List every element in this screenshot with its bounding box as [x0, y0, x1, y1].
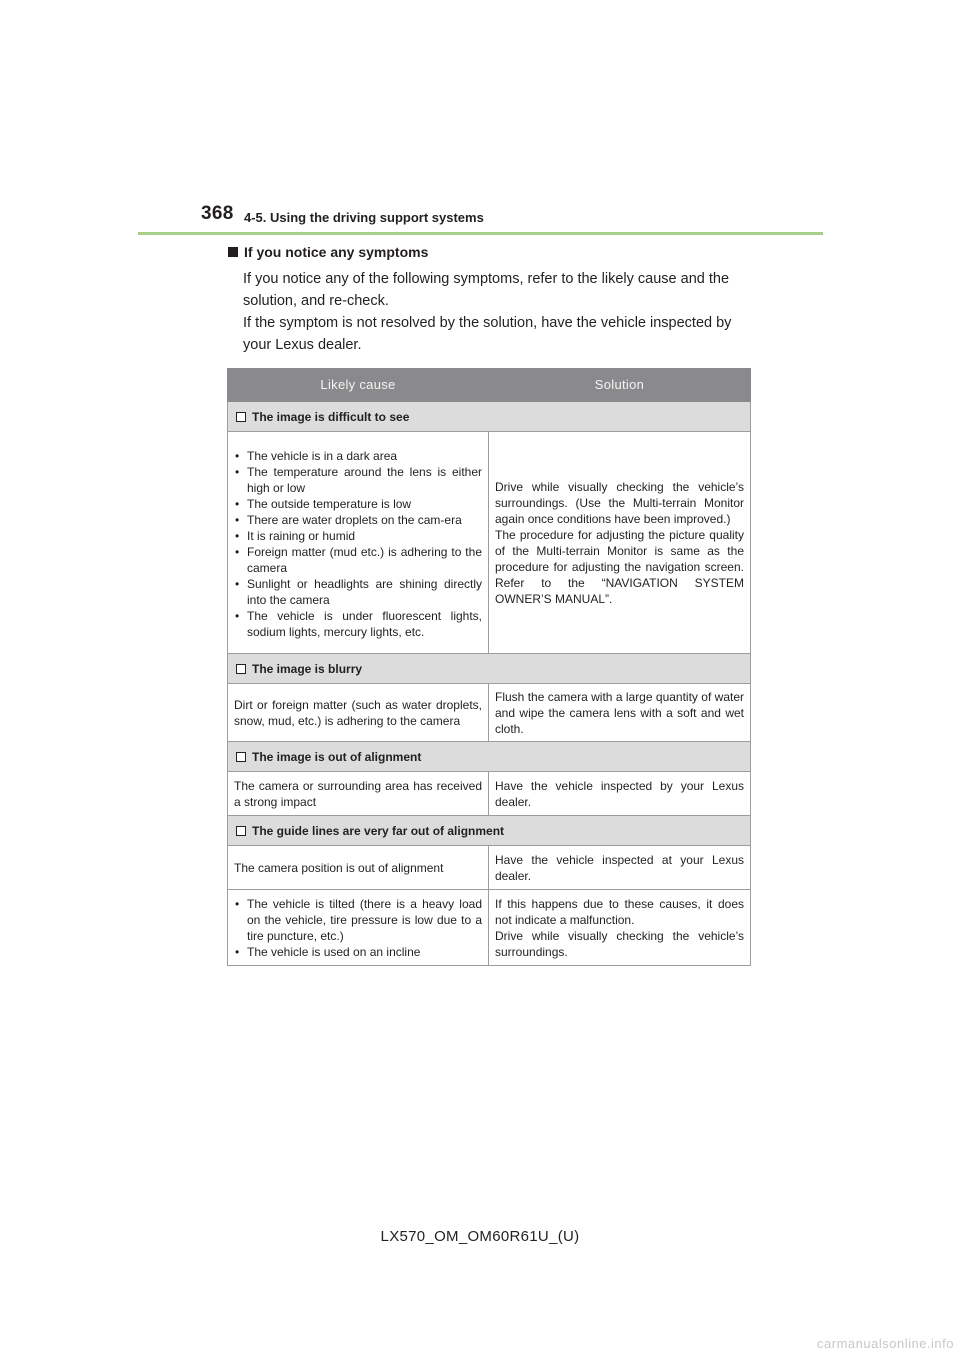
cause-item: • The outside temperature is low	[234, 496, 482, 512]
cause-item: • The vehicle is tilted (there is a heavy load on the vehicle, tire pressure is low due to a tire puncture, etc.)	[234, 896, 482, 944]
solution-line: If this happens due to these causes, it does not indicate a malfunction.	[495, 897, 744, 927]
solution-cell	[489, 432, 751, 654]
table-row	[228, 432, 751, 654]
symptoms-table	[227, 368, 751, 966]
cause-list	[234, 448, 482, 640]
cause-cell	[228, 890, 489, 966]
intro-paragraph: If the symptom is not resolved by the solution, have the vehicle inspected by your Lexus dealer.	[243, 315, 732, 353]
cause-item: • It is raining or humid	[234, 528, 482, 544]
cause-cell: Dirt or foreign matter (such as water droplets, snow, mud, etc.) is adhering to the camera	[228, 684, 489, 742]
category-cell	[228, 654, 751, 684]
intro-paragraph: If you notice any of the following symptoms, refer to the likely cause and the solution, and re-check.	[243, 271, 730, 309]
cause-item: • The temperature around the lens is either high or low	[234, 464, 482, 496]
table-row	[228, 684, 751, 742]
solution-line: Drive while visually checking the vehicle’s surroundings.	[495, 929, 744, 959]
solution-line: The procedure for adjusting the picture quality of the Multi-terrain Monitor is same as the procedure for adjusting the navigation screen. Refer to the “NAVIGATION SYSTEM OWNER’S MANUAL”.	[495, 528, 744, 606]
subheading-text: If you notice any symptoms	[244, 244, 429, 260]
table-row	[228, 846, 751, 890]
page-number: 368	[201, 203, 234, 224]
category-cell	[228, 402, 751, 432]
cause-cell	[228, 432, 489, 654]
category-row	[228, 654, 751, 684]
category-title: The image is out of alignment	[252, 750, 422, 764]
section-title: 4-5. Using the driving support systems	[244, 210, 484, 225]
cause-item: • There are water droplets on the cam-era	[234, 512, 482, 528]
column-header-solution: Solution	[489, 369, 751, 402]
category-cell	[228, 742, 751, 772]
checkbox-icon	[236, 412, 246, 422]
solution-cell: Have the vehicle inspected at your Lexus dealer.	[489, 846, 751, 890]
square-bullet-icon	[228, 247, 238, 257]
cause-cell: The camera position is out of alignment	[228, 846, 489, 890]
cause-list	[234, 896, 482, 960]
checkbox-icon	[236, 752, 246, 762]
solution-cell: Have the vehicle inspected by your Lexus dealer.	[489, 772, 751, 816]
solution-cell: Flush the camera with a large quantity of water and wipe the camera lens with a soft and wet cloth.	[489, 684, 751, 742]
cause-item: • Foreign matter (mud etc.) is adhering to the camera	[234, 544, 482, 576]
table-row	[228, 772, 751, 816]
checkbox-icon	[236, 664, 246, 674]
cause-item: • The vehicle is in a dark area	[234, 448, 482, 464]
table-row	[228, 890, 751, 966]
header-rule	[138, 232, 823, 235]
manual-code: LX570_OM_OM60R61U_(U)	[380, 1228, 580, 1245]
category-title: The guide lines are very far out of alignment	[252, 824, 505, 838]
checkbox-icon	[236, 826, 246, 836]
cause-item: • The vehicle is under fluorescent lights, sodium lights, mercury lights, etc.	[234, 608, 482, 640]
category-title: The image is blurry	[252, 662, 363, 676]
cause-item: • The vehicle is used on an incline	[234, 944, 482, 960]
column-header-likely-cause: Likely cause	[228, 369, 489, 402]
watermark: carmanualsonline.info	[817, 1336, 954, 1351]
table-header-row	[228, 369, 751, 402]
category-row	[228, 742, 751, 772]
category-row	[228, 402, 751, 432]
category-row	[228, 816, 751, 846]
solution-line: Drive while visually checking the vehicle’s surroundings. (Use the Multi-terrain Monitor again once conditions have been improved.)	[495, 480, 744, 526]
intro-text	[243, 268, 748, 356]
cause-cell: The camera or surrounding area has received a strong impact	[228, 772, 489, 816]
cause-item: • Sunlight or headlights are shining directly into the camera	[234, 576, 482, 608]
category-title: The image is difficult to see	[252, 410, 410, 424]
subheading	[228, 244, 428, 260]
solution-cell	[489, 890, 751, 966]
category-cell	[228, 816, 751, 846]
